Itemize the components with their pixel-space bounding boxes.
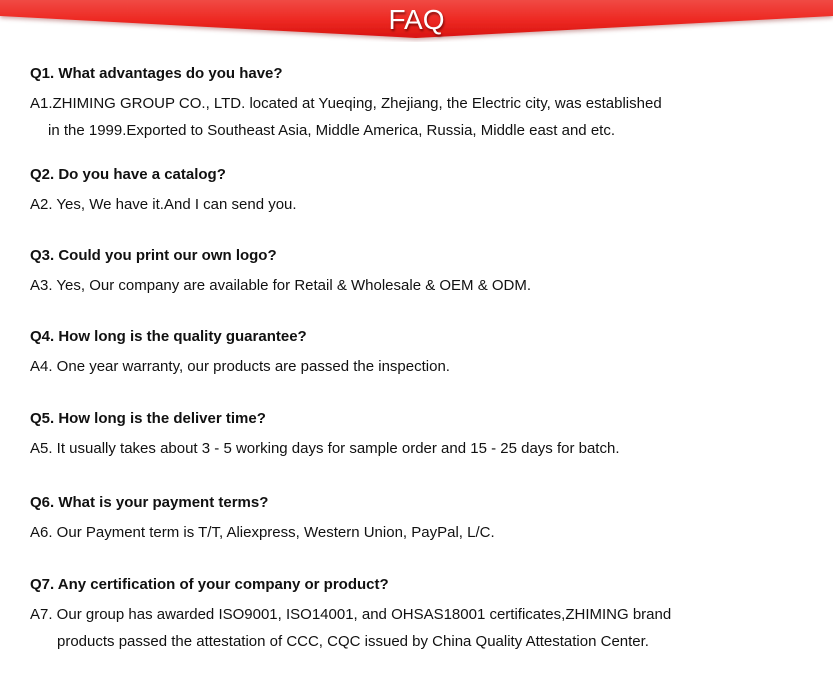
faq-answer-line: in the 1999.Exported to Southeast Asia, Middle America, Russia, Middle east and etc.	[48, 122, 615, 139]
faq-question: Q2. Do you have a catalog?	[30, 166, 226, 183]
faq-item-3	[30, 246, 820, 299]
faq-answer-line: A1.ZHIMING GROUP CO., LTD. located at Yueqing, Zhejiang, the Electric city, was established	[30, 95, 662, 112]
faq-answer	[30, 353, 820, 380]
faq-answer-line: A2. Yes, We have it.And I can send you.	[30, 196, 297, 213]
faq-question: Q4. How long is the quality guarantee?	[30, 328, 307, 345]
faq-item-7	[30, 575, 820, 655]
faq-answer	[30, 519, 820, 546]
faq-item-5	[30, 409, 820, 462]
faq-item-6	[30, 493, 820, 546]
faq-item-1	[30, 64, 820, 144]
faq-answer	[30, 191, 820, 218]
faq-answer-line: A6. Our Payment term is T/T, Aliexpress, Western Union, PayPal, L/C.	[30, 524, 495, 541]
faq-question: Q1. What advantages do you have?	[30, 65, 283, 82]
faq-banner	[0, 0, 833, 42]
faq-answer-line: products passed the attestation of CCC, CQC issued by China Quality Attestation Center.	[57, 633, 649, 650]
faq-question: Q3. Could you print our own logo?	[30, 247, 277, 264]
faq-answer-line: A5. It usually takes about 3 - 5 working days for sample order and 15 - 25 days for batch.	[30, 440, 620, 457]
faq-item-2	[30, 165, 820, 218]
faq-question: Q6. What is your payment terms?	[30, 494, 269, 511]
page-title: FAQ	[388, 4, 445, 35]
faq-question: Q7. Any certification of your company or product?	[30, 576, 389, 593]
faq-answer	[30, 435, 820, 462]
faq-answer-line: A3. Yes, Our company are available for Retail & Wholesale & OEM & ODM.	[30, 277, 532, 294]
faq-answer-line: A7. Our group has awarded ISO9001, ISO14001, and OHSAS18001 certificates,ZHIMING brand	[30, 606, 672, 623]
faq-question: Q5. How long is the deliver time?	[30, 410, 266, 427]
faq-answer	[30, 90, 820, 144]
faq-answer-line: A4. One year warranty, our products are passed the inspection.	[30, 358, 450, 375]
faq-answer	[30, 272, 820, 299]
faq-item-4	[30, 327, 820, 380]
faq-answer	[30, 601, 820, 655]
